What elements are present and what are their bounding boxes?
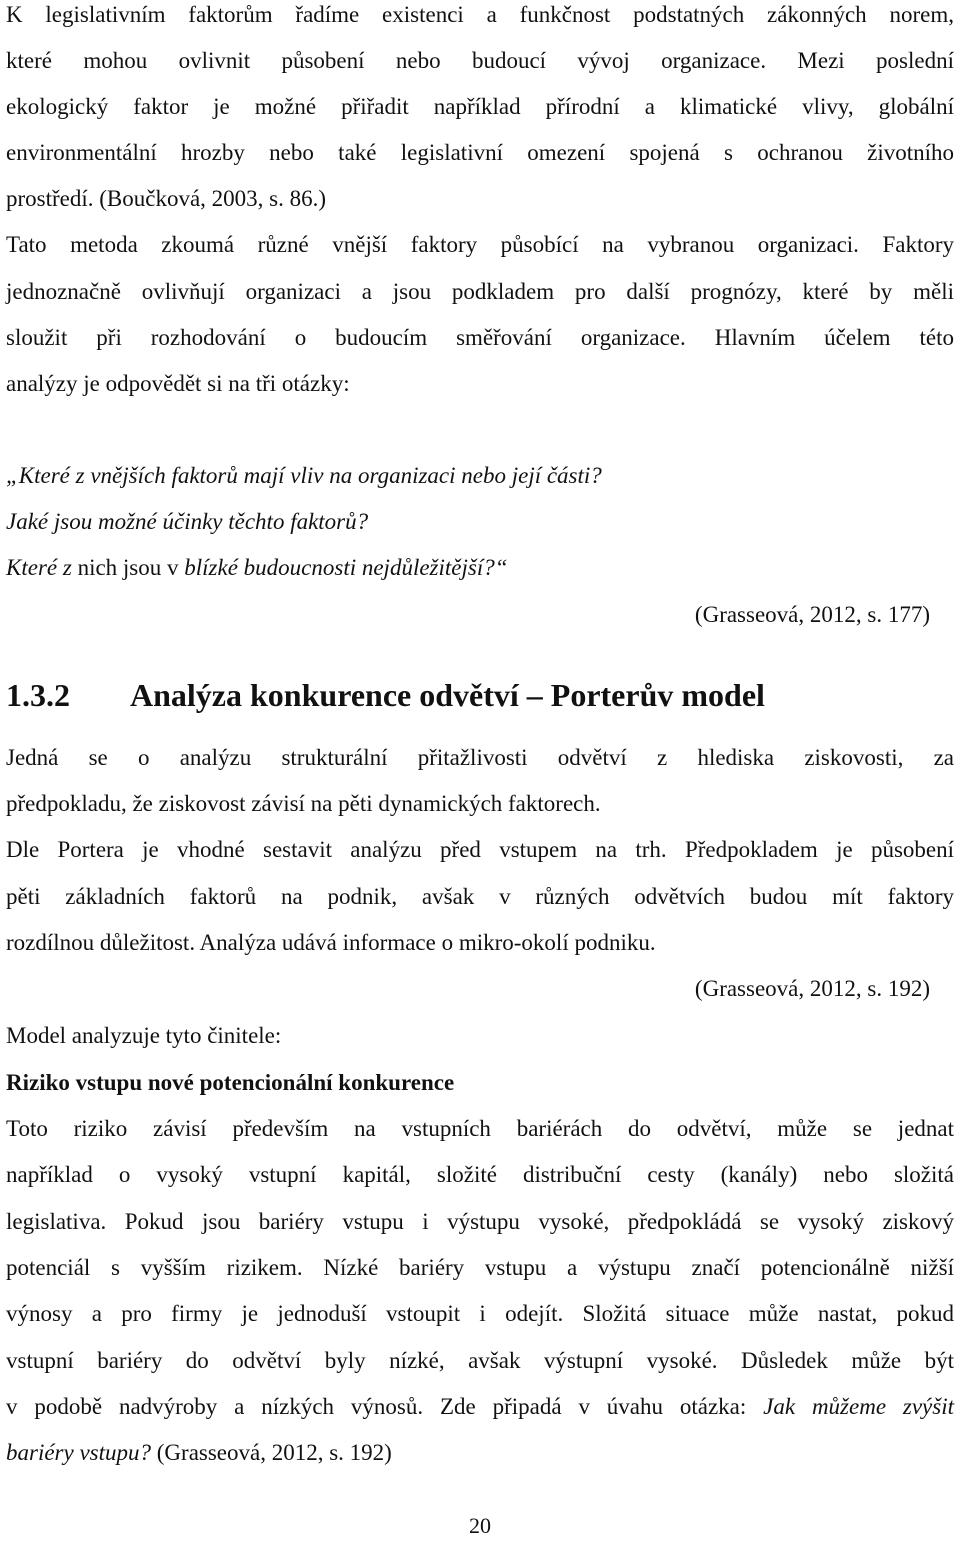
risk-line-7-text: v podobě nadvýroby a nízkých výnosů. Zde připadá v úvahu otázka: xyxy=(6,1394,764,1419)
subheading-entry-risk: Riziko vstupu nové potencionální konkurence xyxy=(6,1070,455,1095)
risk-line-8-question: bariéry vstupu? xyxy=(6,1440,152,1465)
section-heading-title: Analýza konkurence odvětví – Porterův model xyxy=(130,677,765,713)
model-intro: Model analyzuje tyto činitele: xyxy=(6,1023,282,1048)
paragraph-method-line-3: sloužit při rozhodování o budoucím směřování organizace. Hlavním účelem této xyxy=(6,325,954,350)
paragraph-legislative-line-1: K legislativním faktorům řadíme existenci a funkčnost podstatných zákonných norem, xyxy=(6,2,954,27)
paragraph-legislative-line-2: které mohou ovlivnit působení nebo budoucí vývoj organizace. Mezi poslední xyxy=(6,48,954,73)
section-heading-number: 1.3.2 xyxy=(6,677,70,713)
paragraph-legislative-line-3: ekologický faktor je možné přiřadit například přírodní a klimatické vlivy, globální xyxy=(6,94,954,119)
paragraph-method-line-4: analýzy je odpovědět si na tři otázky: xyxy=(6,371,350,396)
paragraph-porter-line-3: rozdílnou důležitost. Analýza udává informace o mikro-okolí podniku. xyxy=(6,930,656,955)
paragraph-risk-line-2: například o vysoký vstupní kapitál, složité distribuční cesty (kanály) nebo složitá xyxy=(6,1162,954,1187)
paragraph-legislative-line-4: environmentální hrozby nebo také legislativní omezení spojená s ochranou životního xyxy=(6,140,954,165)
paragraph-risk-line-6: vstupní bariéry do odvětví byly nízké, avšak výstupní vysoké. Důsledek může být xyxy=(6,1348,954,1373)
risk-line-8-citation: (Grasseová, 2012, s. 192) xyxy=(151,1440,392,1465)
paragraph-analysis-line-2: předpokladu, že ziskovost závisí na pěti dynamických faktorech. xyxy=(6,791,601,816)
paragraph-legislative-line-5: prostředí. (Boučková, 2003, s. 86.) xyxy=(6,186,327,211)
quote-citation: (Grasseová, 2012, s. 177) xyxy=(694,602,930,627)
paragraph-analysis-line-1: Jedná se o analýzu strukturální přitažlivosti odvětví z hlediska ziskovosti, za xyxy=(6,745,954,770)
paragraph-risk-line-3: legislativa. Pokud jsou bariéry vstupu i výstupu vysoké, předpokládá se vysoký ziskový xyxy=(6,1209,954,1234)
page-number: 20 xyxy=(469,1513,491,1538)
paragraph-risk-line-8 xyxy=(6,1438,954,1468)
risk-line-7-question: Jak můžeme zvýšit xyxy=(763,1394,954,1419)
paragraph-method-line-1: Tato metoda zkoumá různé vnější faktory působící na vybranou organizaci. Faktory xyxy=(6,232,954,257)
quote-q3-part-a: Které z xyxy=(6,555,78,580)
paragraph-risk-line-4: potenciál s vyšším rizikem. Nízké bariéry vstupu a výstupu značí potencionálně nižší xyxy=(6,1255,954,1280)
quote-question-1: „Které z vnějších faktorů mají vliv na organizaci nebo její části? xyxy=(6,463,602,488)
quote-question-2: Jaké jsou možné účinky těchto faktorů? xyxy=(6,509,369,534)
paragraph-risk-line-7 xyxy=(6,1392,954,1422)
quote-q3-part-c: blízké budoucnosti nejdůležitější?“ xyxy=(184,555,508,580)
paragraph-risk-line-1: Toto riziko závisí především na vstupních bariérách do odvětví, může se jednat xyxy=(6,1116,954,1141)
paragraph-porter-line-1: Dle Portera je vhodné sestavit analýzu před vstupem na trh. Předpokladem je působení xyxy=(6,837,954,862)
paragraph-risk-line-5: výnosy a pro firmy je jednoduší vstoupit i odejít. Složitá situace může nastat, pokud xyxy=(6,1301,954,1326)
paragraph-method-line-2: jednoznačně ovlivňují organizaci a jsou podkladem pro další prognózy, které by měli xyxy=(6,279,954,304)
quote-q3-part-b: nich jsou v xyxy=(77,555,185,580)
porter-citation: (Grasseová, 2012, s. 192) xyxy=(694,976,930,1001)
section-heading xyxy=(6,675,954,715)
quote-question-3 xyxy=(6,553,954,583)
paragraph-porter-line-2: pěti základních faktorů na podnik, avšak v různých odvětvích budou mít faktory xyxy=(6,884,954,909)
